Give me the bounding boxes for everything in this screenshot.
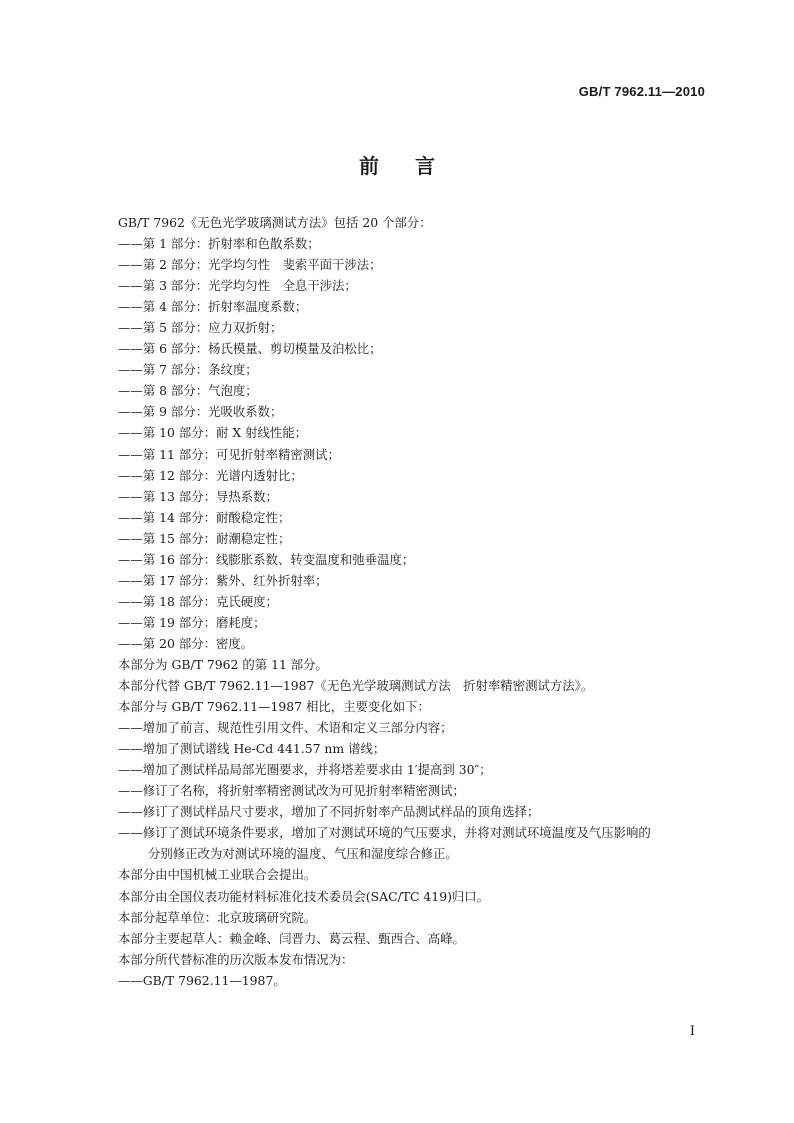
page-title: 前言: [359, 154, 471, 178]
standard-code: GB/T 7962.11—2010: [578, 84, 705, 99]
list-item: ——GB/T 7962.11—1987。: [118, 972, 286, 988]
list-item-continuation: 分别修正改为对测试环境的温度、气压和湿度综合修正。: [148, 846, 458, 862]
list-item: ——第 20 部分：密度。: [118, 635, 254, 651]
list-item: ——第 19 部分：磨耗度；: [118, 614, 266, 630]
page-number: I: [689, 1024, 695, 1039]
list-item: ——第 4 部分：折射率温度系数；: [118, 299, 308, 315]
paragraph-line: 本部分所代替标准的历次版本发布情况为：: [118, 951, 354, 967]
list-item: ——第 18 部分：克氏硬度；: [118, 593, 278, 609]
paragraph-line: 本部分代替 GB/T 7962.11—1987《无色光学玻璃测试方法 折射率精密测试方法》。: [118, 678, 594, 694]
list-item: ——第 17 部分：紫外、红外折射率；: [118, 572, 328, 588]
list-item: ——第 6 部分：杨氏模量、剪切模量及泊松比；: [118, 341, 382, 357]
list-item: ——第 16 部分：线膨胀系数、转变温度和弛垂温度；: [118, 551, 415, 567]
list-item: ——修订了名称，将折射率精密测试改为可见折射率精密测试；: [118, 783, 465, 799]
list-item: ——第 11 部分：可见折射率精密测试；: [118, 446, 340, 462]
list-item: ——第 2 部分：光学均匀性 斐索平面干涉法；: [118, 257, 382, 273]
paragraph-line: 本部分由全国仪表功能材料标准化技术委员会(SAC/TC 419)归口。: [118, 888, 490, 904]
list-item: ——第 15 部分：耐潮稳定性；: [118, 530, 291, 546]
paragraph-line: 本部分由中国机械工业联合会提出。: [118, 867, 317, 883]
paragraph-line: 本部分主要起草人：赖金峰、闫晋力、葛云程、甄西合、高峰。: [118, 930, 465, 946]
list-item: ——第 13 部分：导热系数；: [118, 488, 278, 504]
paragraph-line: 本部分为 GB/T 7962 的第 11 部分。: [118, 656, 328, 672]
list-item: ——增加了前言、规范性引用文件、术语和定义三部分内容；: [118, 720, 453, 736]
list-item: ——第 10 部分：耐 X 射线性能；: [118, 425, 308, 441]
paragraph-line: GB/T 7962《无色光学玻璃测试方法》包括 20 个部分：: [118, 215, 432, 230]
list-item: ——第 7 部分：条纹度；: [118, 362, 258, 378]
list-item: ——第 14 部分：耐酸稳定性；: [118, 509, 291, 525]
list-item: ——增加了测试样品局部光圈要求，并将塔差要求由 1′提高到 30″；: [118, 762, 492, 778]
list-item: ——第 12 部分：光谱内透射比；: [118, 467, 303, 483]
list-item: ——第 3 部分：光学均匀性 全息干涉法；: [118, 278, 357, 294]
paragraph-line: 本部分与 GB/T 7962.11—1987 相比，主要变化如下：: [118, 699, 430, 715]
list-item: ——第 9 部分：光吸收系数；: [118, 404, 283, 420]
list-item: ——第 1 部分：折射率和色散系数；: [118, 236, 320, 252]
list-item: ——修订了测试样品尺寸要求，增加了不同折射率产品测试样品的顶角选择；: [118, 804, 540, 820]
list-item: ——增加了测试谱线 He-Cd 441.57 nm 谱线；: [118, 741, 386, 757]
list-item: ——第 5 部分：应力双折射；: [118, 320, 283, 336]
paragraph-line: 本部分起草单位：北京玻璃研究院。: [118, 909, 317, 925]
foreword-body: [118, 212, 718, 991]
list-item: ——修订了测试环境条件要求，增加了对测试环境的气压要求，并将对测试环境温度及气压影响的: [118, 825, 651, 841]
list-item: ——第 8 部分：气泡度；: [118, 383, 258, 399]
